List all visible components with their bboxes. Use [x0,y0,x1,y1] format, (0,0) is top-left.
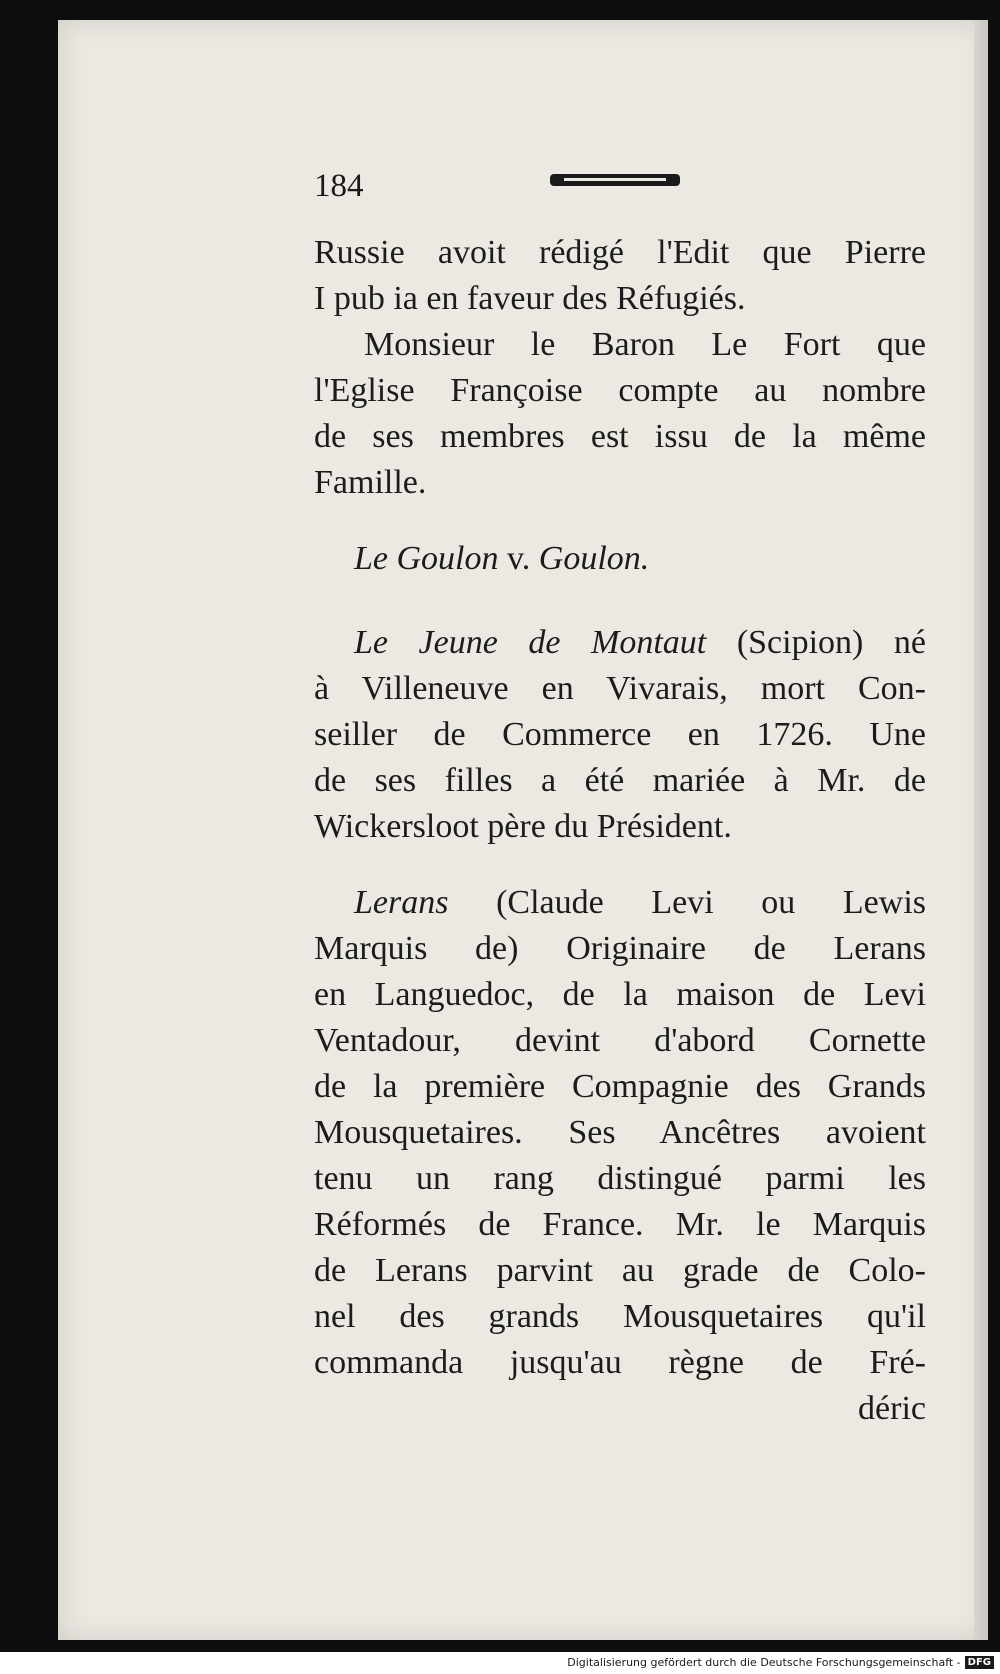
text-line: de Lerans parvint au grade de Colo- [314,1252,926,1289]
text-line: de ses filles a été mariée à Mr. de [314,762,926,799]
text-line: Mousquetaires. Ses Ancêtres avoient [314,1114,926,1151]
text-line: commanda jusqu'au règne de Fré- [314,1344,926,1381]
text-line: à Villeneuve en Vivarais, mort Con- [314,670,926,707]
text-line: Réformés de France. Mr. le Marquis [314,1206,926,1243]
header-ornament-rule [550,174,680,186]
credit-text: Digitalisierung gefördert durch die Deutsche Forschungsgemeinschaft - [567,1656,961,1669]
entry-reference: Goulon. [538,540,650,577]
text-line: de ses membres est issu de la même [314,418,926,455]
entry-see-label: v. [507,540,531,577]
dfg-logo: DFG [965,1656,994,1669]
entry-first-line-text: (Scipion) né [736,624,926,661]
digitization-credit [567,1656,994,1669]
entry-name: Le Goulon [354,540,499,577]
text-line: I pub ia en faveur des Réfugiés. [314,280,746,317]
entry-first-line [314,880,926,926]
text-line: l'Eglise Françoise compte au nombre [314,372,926,409]
text-line: de la première Compagnie des Grands [314,1068,926,1105]
text-line: nel des grands Mousquetaires qu'il [314,1298,926,1335]
text-line: Famille. [314,464,427,501]
text-line: Wickersloot père du Président. [314,808,732,845]
page-number: 184 [314,168,364,204]
entry-le-jeune-de-montaut [314,620,926,850]
entry-le-goulon [314,536,926,582]
paragraph-continuation [314,230,926,322]
paragraph-le-fort [314,322,926,506]
entry-name: Le Jeune de Montaut [354,624,707,661]
entry-first-line-text: (Claude Levi ou Lewis [496,884,926,921]
entry-name: Lerans [354,884,449,921]
entry-first-line [314,620,926,666]
text-line: tenu un rang distingué parmi les [314,1160,926,1197]
text-line: en Languedoc, de la maison de Levi [314,976,926,1013]
page-edge [974,20,988,1640]
text-line: Marquis de) Originaire de Lerans [314,930,926,967]
catchword: déric [858,1390,926,1427]
text-line: Ventadour, devint d'abord Cornette [314,1022,926,1059]
text-line: Russie avoit rédigé l'Edit que Pierre [314,234,926,271]
text-line: Monsieur le Baron Le Fort que [364,326,926,363]
entry-heading [314,536,926,582]
entry-lerans [314,880,926,1432]
text-line: seiller de Commerce en 1726. Une [314,716,926,753]
